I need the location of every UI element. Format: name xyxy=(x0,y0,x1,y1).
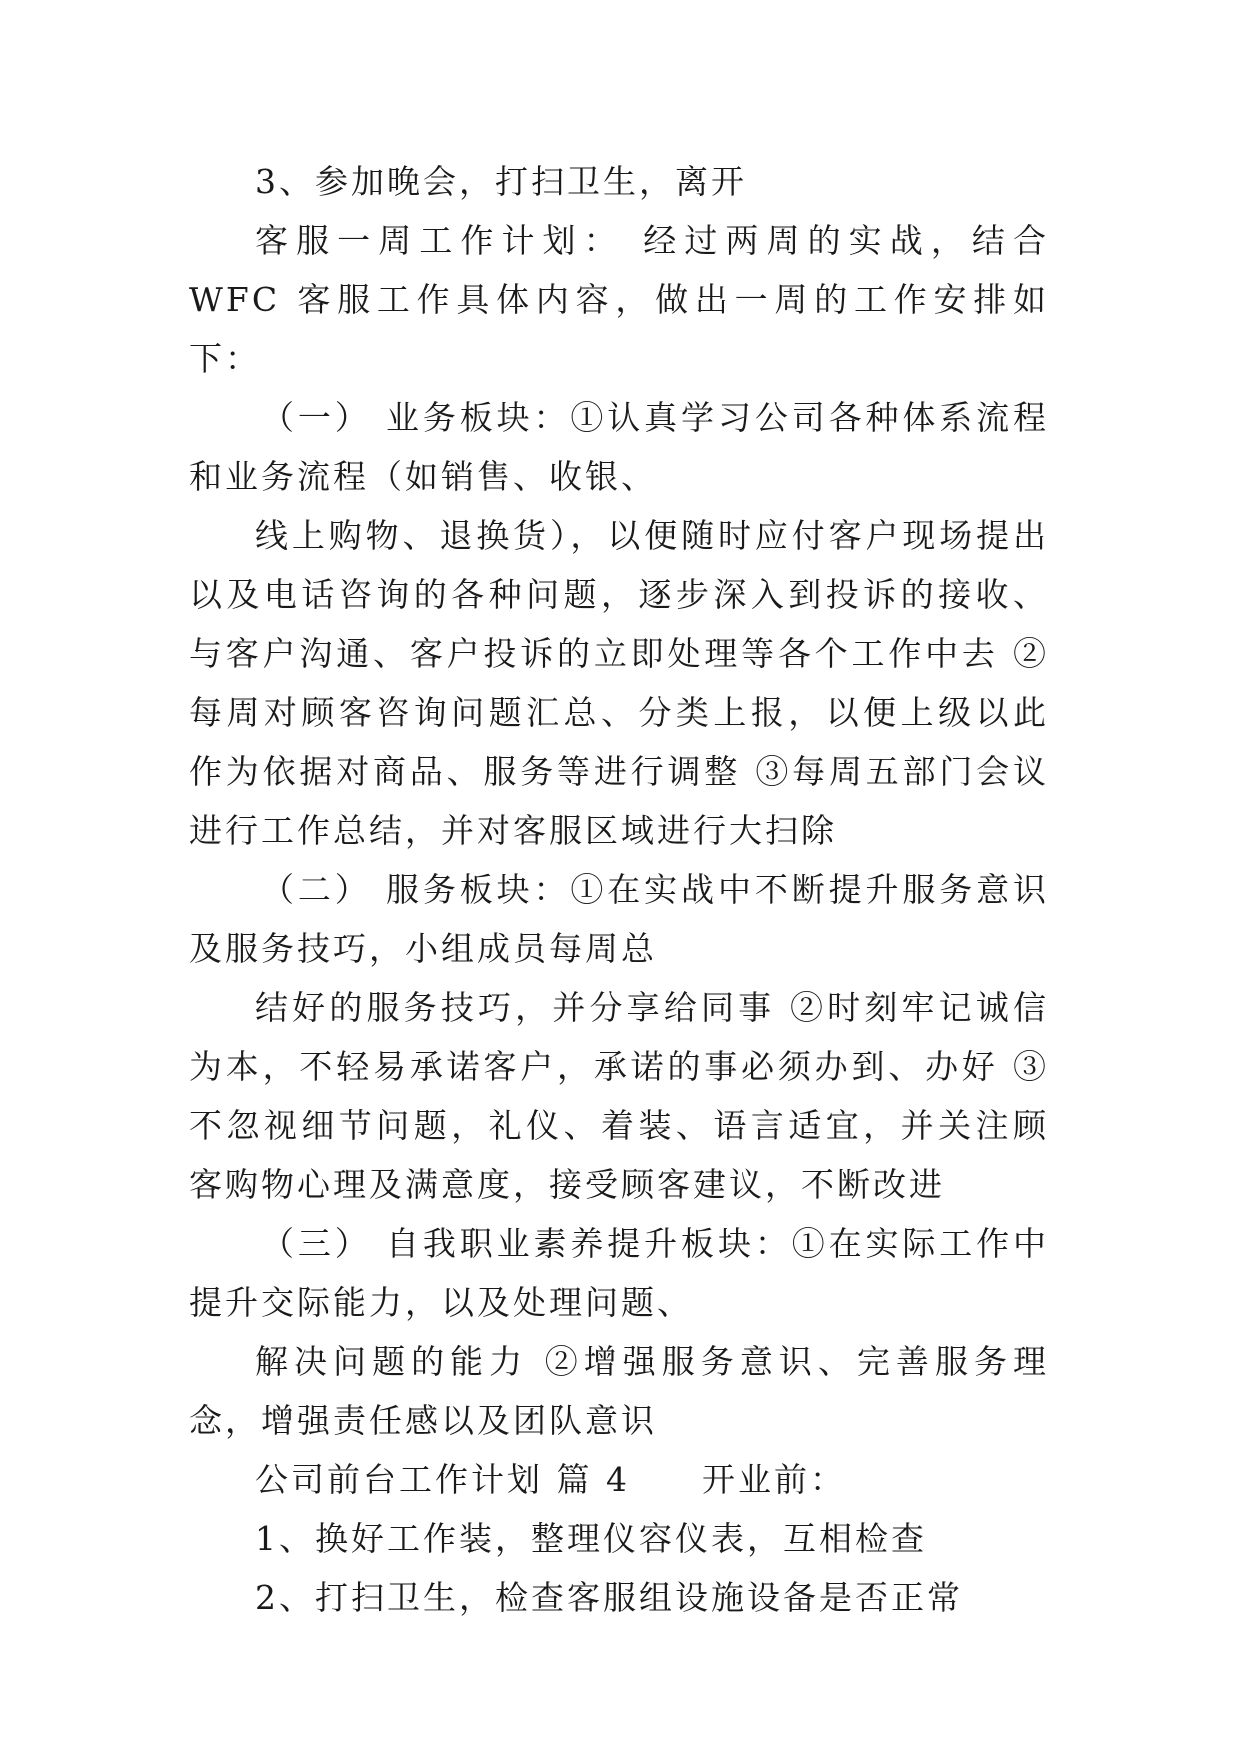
paragraph-closing-step-3: 3、参加晚会，打扫卫生，离开 xyxy=(255,162,747,201)
paragraph-section-4-title: 公司前台工作计划 篇 4 开业前： xyxy=(255,1460,846,1499)
document-body xyxy=(189,152,1049,1627)
paragraph-business-section-body: 线上购物、退换货），以便随时应付客户现场提出以及电话咨询的各种问题，逐步深入到投诉的接收、与客户沟通、客户投诉的立即处理等各个工作中去 ②每周对顾客咨询问题汇总、分类上报，以便上级以此作为依据对商品、服务等进行调整 ③每周五部门会议进行工作总结，并对客服区域进行大扫除 xyxy=(189,516,1049,850)
paragraph-pre-opening-step-2: 2、打扫卫生，检查客服组设施设备是否正常 xyxy=(255,1578,963,1617)
paragraph-pre-opening-step-1: 1、换好工作装，整理仪容仪表，互相检查 xyxy=(255,1519,927,1558)
paragraph-self-improvement-body: 解决问题的能力 ②增强服务意识、完善服务理念，增强责任感以及团队意识 xyxy=(189,1342,1049,1440)
paragraph-service-section-body: 结好的服务技巧，并分享给同事 ②时刻牢记诚信为本，不轻易承诺客户，承诺的事必须办到、办好 ③不忽视细节问题，礼仪、着装、语言适宜，并关注顾客购物心理及满意度，接受顾客建议，不断改进 xyxy=(189,988,1049,1204)
paragraph-self-improvement-heading: （三） 自我职业素养提升板块：①在实际工作中提升交际能力，以及处理问题、 xyxy=(189,1224,1049,1322)
paragraph-business-section-heading: （一） 业务板块：①认真学习公司各种体系流程和业务流程（如销售、收银、 xyxy=(189,398,1049,496)
paragraph-weekly-plan-intro: 客服一周工作计划： 经过两周的实战，结合 WFC 客服工作具体内容，做出一周的工作安排如下： xyxy=(189,221,1049,378)
paragraph-service-section-heading: （二） 服务板块：①在实战中不断提升服务意识及服务技巧，小组成员每周总 xyxy=(189,870,1049,968)
